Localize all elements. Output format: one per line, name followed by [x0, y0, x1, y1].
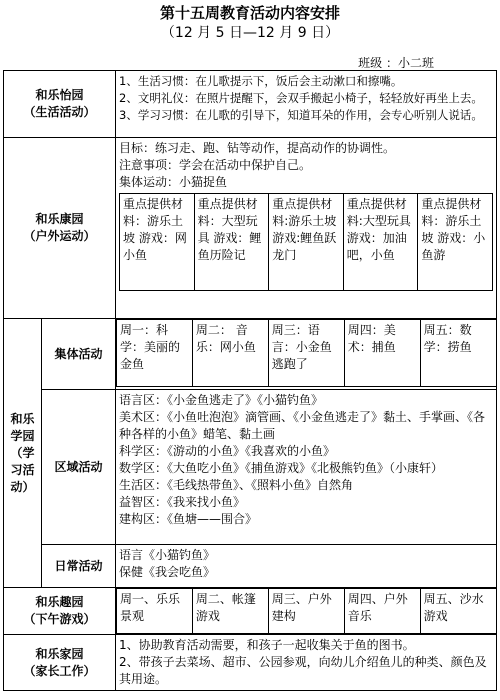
outdoor-content	[116, 138, 497, 319]
group-day-2: 周二： 音乐：网小鱼	[192, 320, 268, 387]
group-days	[116, 319, 496, 387]
family-label-title: 和乐家园	[35, 646, 84, 661]
outdoor-note: 注意事项：学会在活动中保护自己。	[119, 158, 312, 172]
group-activity-content	[116, 319, 497, 390]
outdoor-days	[119, 193, 493, 291]
family-content	[116, 635, 497, 691]
games-label-title: 和乐趣园	[35, 595, 84, 609]
area-activity-content	[116, 390, 497, 545]
row-family	[4, 635, 497, 691]
row-learning-group	[4, 319, 497, 390]
life-item: 3、学习习惯：在儿歌的引导下，知道耳朵的作用，会专心听别人说话。	[119, 108, 483, 122]
games-day-2: 周二、帐篷游戏	[192, 589, 268, 634]
area-item: 美术区：《小鱼吐泡泡》滴管画、《小金鱼逃走了》黏土、手掌画、《各种各样的小鱼》蜡笔、黏土画	[119, 410, 486, 441]
outdoor-label	[4, 138, 116, 319]
games-day-3: 周三、户外建构	[268, 589, 344, 634]
date-range: （12 月 5 日—12 月 9 日）	[160, 25, 340, 41]
group-day-1: 周一：科学：美丽的金鱼	[117, 320, 193, 387]
schedule-table	[3, 70, 497, 691]
games-day-5: 周五、沙水游戏	[420, 589, 496, 634]
daily-activity-content	[116, 545, 497, 588]
life-item: 1、生活习惯：在儿歌提示下，饭后会主动漱口和擦嘴。	[119, 74, 403, 88]
page-title: 第十五周教育活动内容安排	[159, 4, 340, 22]
daily-item: 语言《小猫钓鱼》	[119, 548, 216, 562]
learning-side-text: 和乐学园（学习活动）	[10, 411, 35, 494]
games-content	[116, 588, 497, 635]
area-activity-label: 区域活动	[42, 390, 116, 545]
outdoor-label-sub: （户外运动）	[23, 229, 96, 243]
life-item: 2、文明礼仪：在照片提醒下，会双手搬起小椅子，轻轻放好再坐上去。	[119, 91, 483, 105]
outdoor-day-4: 重点提供材料:大型玩具 游戏：加油吧，小鱼	[343, 194, 418, 291]
row-outdoor	[4, 138, 497, 319]
row-life	[4, 71, 497, 138]
life-label-title: 和乐怡园	[35, 88, 84, 102]
family-item: 2、带孩子去菜场、超市、公园参观，向幼儿介绍鱼儿的种类、颜色及其用途。	[119, 655, 487, 686]
outdoor-day-3: 重点提供材料:游乐土坡 游戏:鲤鱼跃龙门	[269, 194, 344, 291]
learning-side-label	[4, 319, 42, 588]
area-item: 语言区：《小金鱼逃走了》《小猫钓鱼》	[119, 393, 324, 407]
group-activity-label: 集体活动	[42, 319, 116, 390]
class-label: 班级 ：小二班	[358, 56, 434, 70]
life-content	[116, 71, 497, 138]
group-day-4: 周四：美术：捕鱼	[344, 320, 420, 387]
games-day-4: 周四、户外音乐	[344, 589, 420, 634]
outdoor-day-5: 重点提供材料：游乐土坡 游戏：小鱼游	[418, 194, 493, 291]
area-item: 生活区：《毛线热带鱼》、《照料小鱼》自然角	[119, 478, 354, 492]
family-item: 1、协助教育活动需要，和孩子一起收集关于鱼的图书。	[119, 638, 415, 652]
outdoor-day-1: 重点提供材料：游乐土坡 游戏：网小鱼	[120, 194, 195, 291]
area-item: 益智区：《我来找小鱼》	[119, 495, 246, 509]
family-label-sub: （家长工作）	[23, 663, 96, 678]
outdoor-group: 集体运动：小猫捉鱼	[119, 175, 228, 189]
life-label	[4, 71, 116, 138]
area-item: 数学区：《大鱼吃小鱼》《捕鱼游戏》《北极熊钓鱼》（小康轩）	[119, 461, 444, 475]
family-label	[4, 635, 116, 691]
area-item: 建构区：《鱼塘——围合》	[119, 512, 258, 526]
games-day-1: 周一、乐乐景观	[117, 589, 193, 634]
games-label	[4, 588, 116, 635]
daily-activity-label: 日常活动	[42, 545, 116, 588]
group-day-3: 周三：语言：小金鱼逃跑了	[268, 320, 344, 387]
row-games	[4, 588, 497, 635]
games-days	[116, 588, 496, 634]
daily-item: 保健《我会吃鱼》	[119, 565, 216, 579]
area-item: 科学区：《游动的小鱼》《我喜欢的小鱼》	[119, 444, 336, 458]
outdoor-goal: 目标：练习走、跑、钻等动作，提高动作的协调性。	[119, 141, 396, 155]
outdoor-day-2: 重点提供材料：大型玩具 游戏：鲤鱼历险记	[194, 194, 269, 291]
row-learning-daily	[4, 545, 497, 588]
row-learning-area	[4, 390, 497, 545]
group-day-5: 周五：数学：捞鱼	[420, 320, 496, 387]
outdoor-label-title: 和乐康园	[35, 212, 84, 226]
games-label-sub: （下午游戏）	[23, 612, 96, 626]
life-label-sub: （生活活动）	[23, 105, 96, 119]
